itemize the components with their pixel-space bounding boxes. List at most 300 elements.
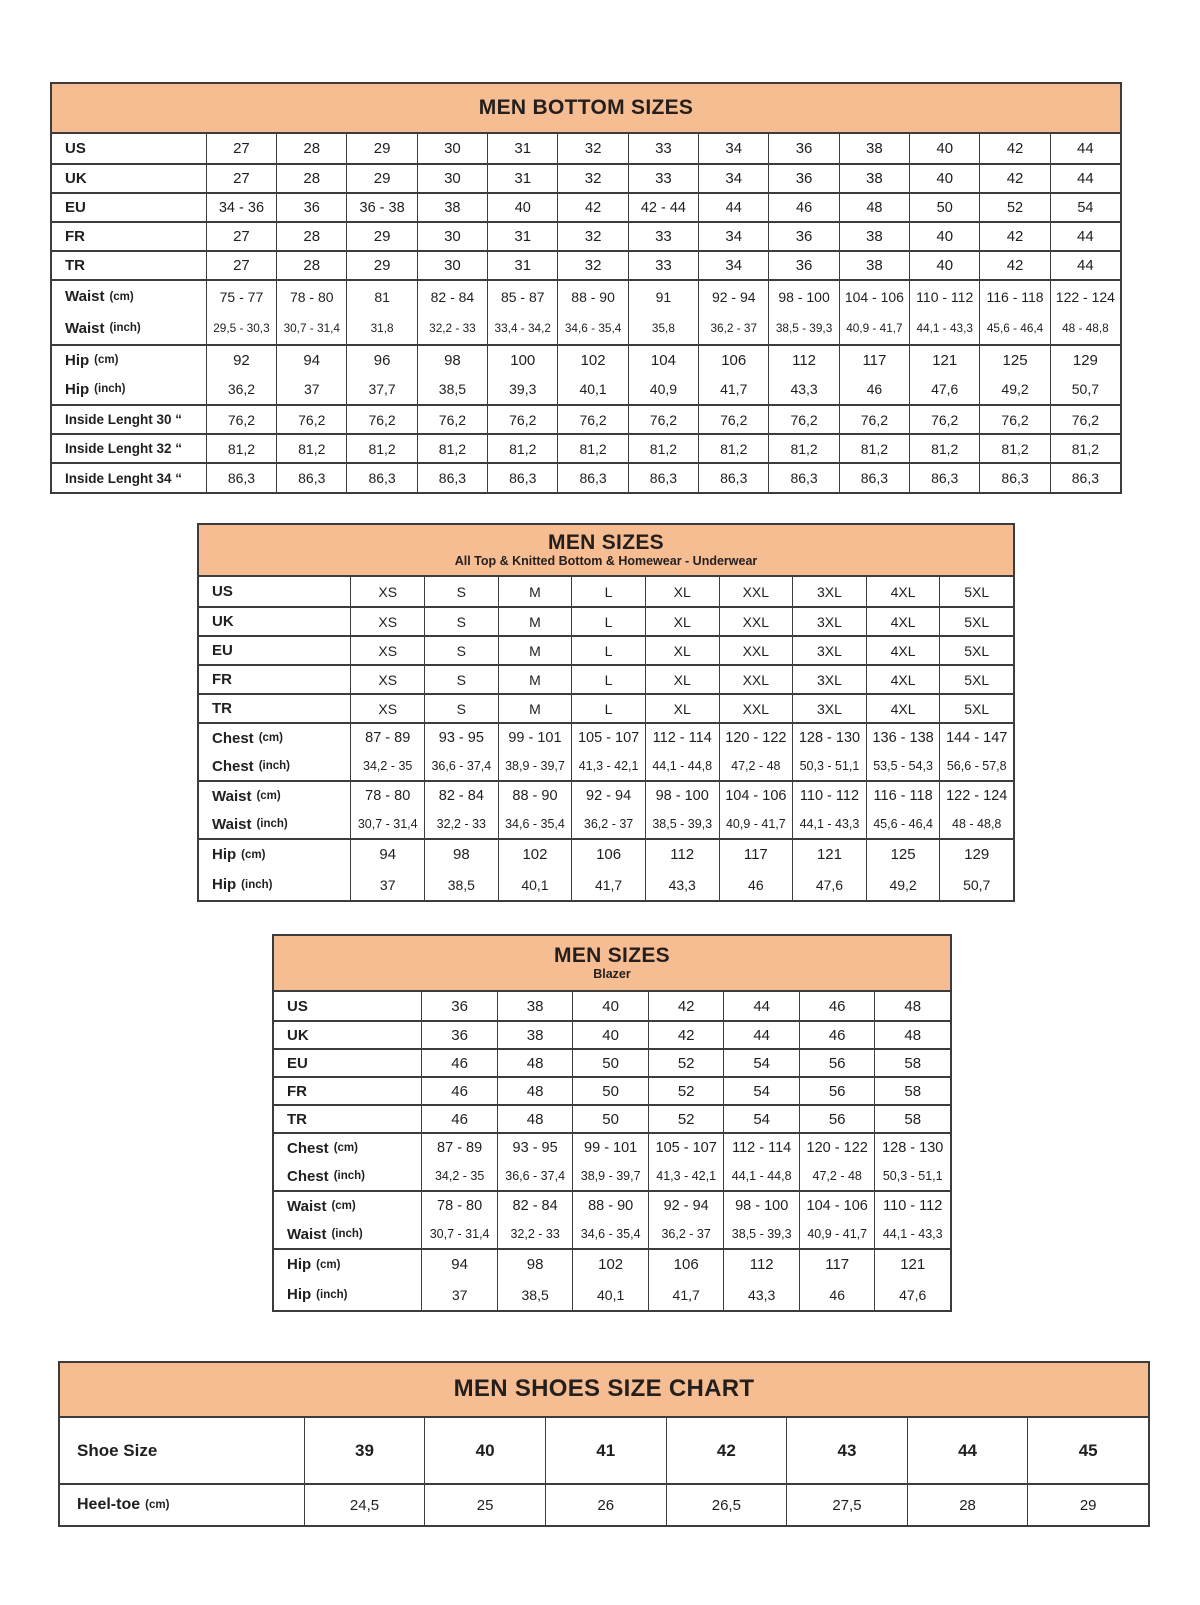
table-cell: 49,2 (979, 374, 1049, 404)
table-cell: 81,2 (557, 435, 627, 462)
table-cell: 98 - 100 (723, 1192, 799, 1220)
row-label (52, 374, 206, 404)
table-cell: XS (350, 608, 424, 635)
row-label-text: Hip (65, 351, 90, 369)
row-label-text: Hip (212, 846, 237, 863)
table-cell: 78 - 80 (421, 1192, 497, 1220)
table-cell: 40,9 - 41,7 (839, 312, 909, 344)
table-cell: 82 - 84 (417, 281, 487, 312)
table-cell: 38,5 - 39,3 (645, 810, 719, 838)
table-cell: 45,6 - 46,4 (866, 810, 940, 838)
table-cell: 76,2 (839, 406, 909, 433)
table-header (274, 936, 950, 992)
table-cell: 99 - 101 (572, 1134, 648, 1162)
table-cell: 41,7 (698, 374, 768, 404)
table-cell: 46 (799, 1279, 875, 1310)
table-cell: 42 (979, 252, 1049, 279)
table-cell: 34 (698, 252, 768, 279)
row-label-text: Hip (287, 1286, 312, 1303)
table-cell: 110 - 112 (792, 782, 866, 810)
table-cell: 46 (768, 194, 838, 221)
table-cell: 93 - 95 (424, 724, 498, 752)
table-title: MEN SHOES SIZE CHART (453, 1375, 755, 1403)
table-cell: 102 (557, 346, 627, 374)
table-cell: 36 (276, 194, 346, 221)
table-cell: 38 (417, 194, 487, 221)
table-cell: 40 (487, 194, 557, 221)
table-cell: 104 (628, 346, 698, 374)
row-label (199, 782, 350, 810)
table-cell: 47,2 - 48 (719, 752, 793, 780)
table-cell: S (424, 637, 498, 664)
table-cell: 5XL (939, 577, 1013, 606)
row-label (199, 724, 350, 752)
table-cell: 104 - 106 (719, 782, 793, 810)
table-cell: 54 (723, 1106, 799, 1132)
row-label-unit: (inch) (109, 322, 141, 334)
table-cell: 39,3 (487, 374, 557, 404)
row-label (199, 577, 350, 606)
table-cell: 38,9 - 39,7 (572, 1162, 648, 1190)
table-cell: 81,2 (1050, 435, 1120, 462)
table-cell: L (571, 577, 645, 606)
table-cell: 33 (628, 165, 698, 192)
table-cell: 36 (768, 252, 838, 279)
table-cell: 38 (497, 1022, 573, 1048)
table-cell: 81,2 (839, 435, 909, 462)
table-cell: 32 (557, 223, 627, 250)
table-cell: 52 (648, 1078, 724, 1104)
table-cell: 86,3 (628, 464, 698, 492)
table-cell: 93 - 95 (497, 1134, 573, 1162)
row-label-text: US (65, 140, 86, 157)
table-cell: 54 (1050, 194, 1120, 221)
table-cell: 88 - 90 (498, 782, 572, 810)
table-title: MEN BOTTOM SIZES (478, 96, 694, 120)
row-label-text: EU (65, 199, 86, 216)
table-cell: 106 (571, 840, 645, 869)
table-row (199, 606, 1013, 635)
table-row (52, 250, 1120, 279)
table-cell: 52 (648, 1106, 724, 1132)
table-cell: 56 (799, 1078, 875, 1104)
row-label (52, 194, 206, 221)
men-shoes-size-chart-table (58, 1361, 1150, 1527)
row-label (274, 992, 421, 1020)
table-cell: 121 (792, 840, 866, 869)
table-cell: M (498, 666, 572, 693)
table-cell: 30 (417, 134, 487, 163)
table-row (274, 1279, 950, 1310)
table-cell: M (498, 695, 572, 722)
table-row (274, 1190, 950, 1220)
table-cell: 45,6 - 46,4 (979, 312, 1049, 344)
table-cell: 50 (572, 1106, 648, 1132)
table-cell: 35,8 (628, 312, 698, 344)
table-cell: 54 (723, 1050, 799, 1076)
table-cell: 120 - 122 (719, 724, 793, 752)
table-cell: 76,2 (768, 406, 838, 433)
table-cell: 76,2 (979, 406, 1049, 433)
men-bottom-sizes-table (50, 82, 1122, 494)
table-cell: 46 (421, 1106, 497, 1132)
table-cell: 129 (1050, 346, 1120, 374)
table-row (199, 810, 1013, 838)
table-cell: 37 (276, 374, 346, 404)
table-row (274, 1248, 950, 1279)
table-cell: 5XL (939, 608, 1013, 635)
table-cell: 104 - 106 (799, 1192, 875, 1220)
table-cell: 122 - 124 (1050, 281, 1120, 312)
table-header (52, 84, 1120, 134)
table-cell: 44,1 - 43,3 (909, 312, 979, 344)
row-label (199, 608, 350, 635)
row-label-text: UK (212, 613, 234, 630)
table-cell: 36,2 (206, 374, 276, 404)
table-row (199, 693, 1013, 722)
table-cell: 112 (723, 1250, 799, 1279)
table-cell: 50,3 - 51,1 (874, 1162, 950, 1190)
table-cell: 125 (866, 840, 940, 869)
row-label-unit: (cm) (256, 790, 281, 802)
table-cell: 3XL (792, 637, 866, 664)
table-cell: 88 - 90 (572, 1192, 648, 1220)
table-cell: 27,5 (786, 1485, 907, 1525)
row-label-text: Shoe Size (77, 1440, 158, 1460)
table-cell: 27 (206, 134, 276, 163)
table-cell: 106 (698, 346, 768, 374)
table-cell: 50 (572, 1078, 648, 1104)
table-cell: 32,2 - 33 (497, 1220, 573, 1248)
table-cell: 94 (421, 1250, 497, 1279)
table-row (274, 992, 950, 1020)
row-label-unit: (cm) (316, 1258, 341, 1271)
row-label-text: EU (287, 1054, 308, 1072)
table-cell: 54 (723, 1078, 799, 1104)
table-cell: 32 (557, 252, 627, 279)
table-cell: 121 (909, 346, 979, 374)
table-cell: L (571, 695, 645, 722)
row-label-text: Hip (287, 1256, 312, 1273)
table-cell: 49,2 (866, 869, 940, 900)
table-row (199, 635, 1013, 664)
table-cell: 117 (719, 840, 793, 869)
table-cell: 28 (276, 165, 346, 192)
table-cell: 41 (545, 1418, 666, 1483)
table-cell: 76,2 (909, 406, 979, 433)
table-cell: 41,3 - 42,1 (571, 752, 645, 780)
table-cell: 30 (417, 252, 487, 279)
table-cell: 105 - 107 (571, 724, 645, 752)
table-cell: 31 (487, 134, 557, 163)
table-cell: 96 (346, 346, 416, 374)
table-cell: 38,5 (424, 869, 498, 900)
table-cell: 98 (417, 346, 487, 374)
table-row (60, 1418, 1148, 1483)
table-cell: 43,3 (723, 1279, 799, 1310)
row-label-unit: (cm) (331, 1200, 356, 1212)
table-cell: 34 (698, 223, 768, 250)
row-label-text: Hip (65, 380, 90, 398)
table-row (274, 1220, 950, 1248)
table-cell: XXL (719, 608, 793, 635)
row-label (52, 281, 206, 312)
table-cell: 47,2 - 48 (799, 1162, 875, 1190)
table-subtitle: All Top & Knitted Bottom & Homewear - Underwear (454, 554, 758, 569)
table-cell: 40 (909, 134, 979, 163)
table-cell: 106 (648, 1250, 724, 1279)
table-cell: 42 (648, 992, 724, 1020)
table-cell: 58 (874, 1106, 950, 1132)
table-cell: 48 (874, 1022, 950, 1048)
row-label-unit: (cm) (333, 1142, 358, 1154)
row-label-unit: (cm) (109, 290, 134, 303)
table-cell: 81,2 (698, 435, 768, 462)
table-cell: 34 (698, 134, 768, 163)
row-label-text: FR (65, 228, 85, 245)
table-row (52, 134, 1120, 163)
table-cell: 86,3 (487, 464, 557, 492)
table-cell: 38 (839, 165, 909, 192)
table-cell: 136 - 138 (866, 724, 940, 752)
table-row (274, 1076, 950, 1104)
row-label (274, 1250, 421, 1279)
table-row (52, 192, 1120, 221)
table-cell: 128 - 130 (874, 1134, 950, 1162)
table-cell: 34 (698, 165, 768, 192)
table-cell: 44 (698, 194, 768, 221)
table-cell: 117 (799, 1250, 875, 1279)
table-cell: 81,2 (417, 435, 487, 462)
table-cell: 38,5 (417, 374, 487, 404)
table-cell: 82 - 84 (497, 1192, 573, 1220)
table-row (52, 374, 1120, 404)
row-label-unit: (cm) (258, 732, 283, 744)
row-label (274, 1192, 421, 1220)
table-cell: 36,6 - 37,4 (424, 752, 498, 780)
table-cell: XXL (719, 637, 793, 664)
row-label (199, 695, 350, 722)
table-cell: 102 (572, 1250, 648, 1279)
table-cell: 31 (487, 223, 557, 250)
table-cell: 36 (768, 165, 838, 192)
table-cell: 29 (346, 252, 416, 279)
table-cell: 56 (799, 1106, 875, 1132)
table-cell: 44 (1050, 134, 1120, 163)
table-cell: 41,7 (571, 869, 645, 900)
table-cell: 86,3 (206, 464, 276, 492)
row-label-text: FR (287, 1082, 307, 1100)
table-cell: 38,5 (497, 1279, 573, 1310)
table-cell: 104 - 106 (839, 281, 909, 312)
table-cell: 36 (421, 1022, 497, 1048)
row-label (60, 1418, 304, 1483)
table-cell: 94 (350, 840, 424, 869)
table-cell: 48 - 48,8 (1050, 312, 1120, 344)
table-row (52, 279, 1120, 312)
table-cell: 44 (723, 1022, 799, 1048)
table-row (52, 163, 1120, 192)
table-cell: 110 - 112 (909, 281, 979, 312)
row-label (274, 1220, 421, 1248)
table-cell: 76,2 (276, 406, 346, 433)
table-cell: 85 - 87 (487, 281, 557, 312)
row-label (274, 1078, 421, 1104)
table-cell: 40,9 - 41,7 (719, 810, 793, 838)
table-cell: 3XL (792, 695, 866, 722)
table-cell: 86,3 (276, 464, 346, 492)
table-cell: 86,3 (839, 464, 909, 492)
table-cell: 42 (979, 134, 1049, 163)
table-cell: 87 - 89 (350, 724, 424, 752)
row-label-unit: (inch) (316, 1288, 348, 1301)
table-cell: 32 (557, 165, 627, 192)
table-cell: 4XL (866, 637, 940, 664)
table-cell: 26,5 (666, 1485, 787, 1525)
table-cell: 50,7 (939, 869, 1013, 900)
table-cell: 48 (497, 1078, 573, 1104)
table-cell: 76,2 (1050, 406, 1120, 433)
row-label (52, 252, 206, 279)
row-label (199, 752, 350, 780)
row-label-text: UK (287, 1026, 309, 1044)
table-row (274, 1132, 950, 1162)
table-cell: 25 (424, 1485, 545, 1525)
table-cell: 5XL (939, 666, 1013, 693)
table-cell: XS (350, 637, 424, 664)
row-label-unit: (cm) (94, 354, 119, 366)
table-cell: 37 (350, 869, 424, 900)
table-cell: 29 (346, 134, 416, 163)
table-cell: 30,7 - 31,4 (350, 810, 424, 838)
table-cell: 36,2 - 37 (698, 312, 768, 344)
table-cell: 92 - 94 (648, 1192, 724, 1220)
row-label-text: US (287, 997, 308, 1015)
row-label (274, 1279, 421, 1310)
table-cell: 98 - 100 (645, 782, 719, 810)
table-cell: 48 (839, 194, 909, 221)
table-cell: 53,5 - 54,3 (866, 752, 940, 780)
table-cell: 76,2 (487, 406, 557, 433)
table-cell: S (424, 666, 498, 693)
table-cell: 43,3 (768, 374, 838, 404)
table-cell: 102 (498, 840, 572, 869)
men-sizes-blazer-table (272, 934, 952, 1312)
table-cell: 110 - 112 (874, 1192, 950, 1220)
table-cell: 81,2 (909, 435, 979, 462)
table-cell: 36,6 - 37,4 (497, 1162, 573, 1190)
table-cell: 98 - 100 (768, 281, 838, 312)
table-cell: M (498, 637, 572, 664)
table-cell: 40 (424, 1418, 545, 1483)
table-cell: 38 (839, 134, 909, 163)
table-cell: 44 (1050, 165, 1120, 192)
row-label-text: Waist (287, 1225, 327, 1243)
table-row (274, 1048, 950, 1076)
table-cell: 47,6 (792, 869, 866, 900)
table-cell: 78 - 80 (276, 281, 346, 312)
table-cell: 56,6 - 57,8 (939, 752, 1013, 780)
table-cell: XS (350, 695, 424, 722)
table-cell: 40,1 (557, 374, 627, 404)
table-cell: 30,7 - 31,4 (421, 1220, 497, 1248)
table-cell: 98 (424, 840, 498, 869)
table-cell: 81,2 (346, 435, 416, 462)
table-row (199, 752, 1013, 780)
table-cell: 3XL (792, 608, 866, 635)
table-cell: XL (645, 666, 719, 693)
table-title: MEN SIZES (548, 530, 664, 554)
row-label (52, 134, 206, 163)
table-cell: 92 (206, 346, 276, 374)
table-row (52, 221, 1120, 250)
table-cell: 47,6 (874, 1279, 950, 1310)
table-cell: 100 (487, 346, 557, 374)
table-cell: 38 (839, 252, 909, 279)
table-cell: 46 (799, 992, 875, 1020)
row-label (199, 666, 350, 693)
table-cell: 4XL (866, 666, 940, 693)
table-cell: 56 (799, 1050, 875, 1076)
row-label-text: Waist (212, 787, 252, 805)
row-label (274, 1106, 421, 1132)
table-cell: 36 (768, 223, 838, 250)
table-cell: S (424, 695, 498, 722)
table-row (52, 433, 1120, 462)
table-cell: 28 (276, 134, 346, 163)
table-cell: 27 (206, 165, 276, 192)
table-cell: 46 (839, 374, 909, 404)
table-cell: 36 (421, 992, 497, 1020)
table-cell: XXL (719, 577, 793, 606)
row-label (199, 840, 350, 869)
table-row (199, 838, 1013, 869)
row-label (52, 435, 206, 462)
row-label (52, 464, 206, 492)
table-cell: 94 (276, 346, 346, 374)
table-row (199, 664, 1013, 693)
table-cell: 116 - 118 (866, 782, 940, 810)
row-label (274, 1134, 421, 1162)
row-label-unit: (cm) (241, 848, 266, 861)
row-label-text: TR (65, 257, 85, 274)
row-label-text: TR (212, 700, 232, 717)
table-cell: 3XL (792, 577, 866, 606)
table-cell: 76,2 (557, 406, 627, 433)
table-cell: XXL (719, 666, 793, 693)
table-cell: 38,9 - 39,7 (498, 752, 572, 780)
table-cell: 34 - 36 (206, 194, 276, 221)
row-label (52, 223, 206, 250)
table-cell: 44 (907, 1418, 1028, 1483)
table-cell: 40 (572, 992, 648, 1020)
row-label (199, 637, 350, 664)
table-cell: 27 (206, 223, 276, 250)
row-label-text: Chest (212, 729, 254, 747)
table-cell: 48 (874, 992, 950, 1020)
table-cell: 44,1 - 44,8 (723, 1162, 799, 1190)
table-cell: 34,6 - 35,4 (557, 312, 627, 344)
table-cell: 29 (346, 165, 416, 192)
table-cell: 92 - 94 (698, 281, 768, 312)
table-cell: 29,5 - 30,3 (206, 312, 276, 344)
table-cell: 112 (645, 840, 719, 869)
table-cell: 34,2 - 35 (421, 1162, 497, 1190)
table-cell: 144 - 147 (939, 724, 1013, 752)
table-cell: 112 (768, 346, 838, 374)
row-label (52, 406, 206, 433)
row-label-text: US (212, 583, 233, 600)
